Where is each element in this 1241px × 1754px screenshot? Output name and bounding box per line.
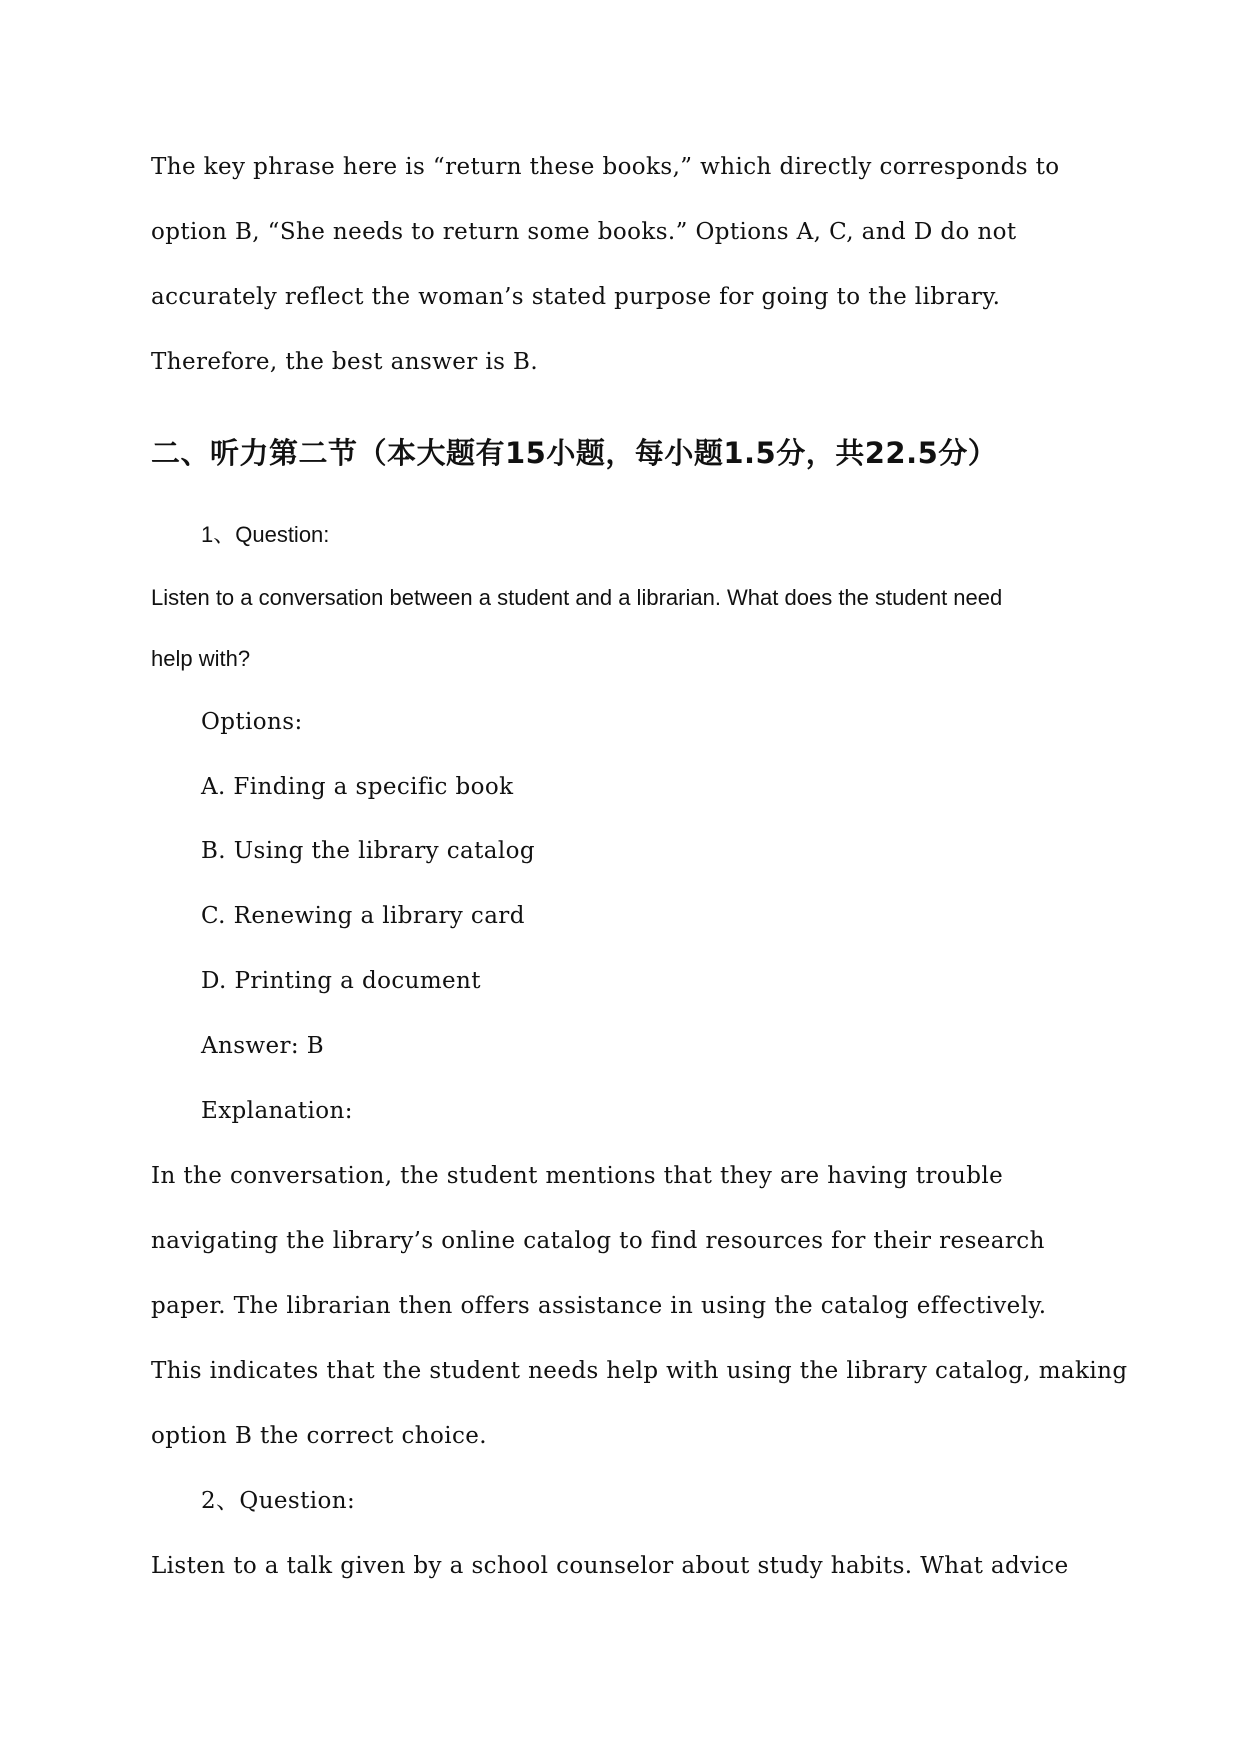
question-1-option-d: D. Printing a document — [201, 968, 481, 994]
question-1-option-a: A. Finding a specific book — [201, 774, 514, 800]
question-2-label: 2、Question: — [201, 1488, 356, 1514]
question-1-explanation-line-2: navigating the library’s online catalog to find resources for their research — [151, 1228, 1045, 1254]
prev-explanation-line-4: Therefore, the best answer is B. — [151, 349, 539, 375]
question-1-answer: Answer: B — [201, 1033, 325, 1059]
question-1-explanation-label: Explanation: — [201, 1098, 353, 1124]
question-1-options-label: Options: — [201, 709, 303, 735]
question-1-explanation-line-5: option B the correct choice. — [151, 1423, 487, 1449]
question-1-text-line-1: Listen to a conversation between a student and a librarian. What does the student need — [151, 585, 1003, 610]
question-1-option-b: B. Using the library catalog — [201, 838, 536, 864]
question-1-explanation-line-4: This indicates that the student needs help with using the library catalog, making — [151, 1358, 1128, 1384]
question-1-explanation-line-3: paper. The librarian then offers assistance in using the catalog effectively. — [151, 1293, 1047, 1319]
question-1-option-c: C. Renewing a library card — [201, 903, 525, 929]
question-1-label: 1、Question: — [201, 522, 330, 547]
section-heading: 二、听力第二节（本大题有15小题，每小题1.5分，共22.5分） — [151, 436, 998, 470]
prev-explanation-line-3: accurately reflect the woman’s stated purpose for going to the library. — [151, 284, 1001, 310]
prev-explanation-line-2: option B, “She needs to return some books.” Options A, C, and D do not — [151, 219, 1017, 245]
question-2-text-line-1: Listen to a talk given by a school counselor about study habits. What advice — [151, 1553, 1069, 1579]
prev-explanation-line-1: The key phrase here is “return these books,” which directly corresponds to — [151, 154, 1060, 180]
question-1-text-line-2: help with? — [151, 646, 251, 671]
question-1-explanation-line-1: In the conversation, the student mentions that they are having trouble — [151, 1163, 1004, 1189]
